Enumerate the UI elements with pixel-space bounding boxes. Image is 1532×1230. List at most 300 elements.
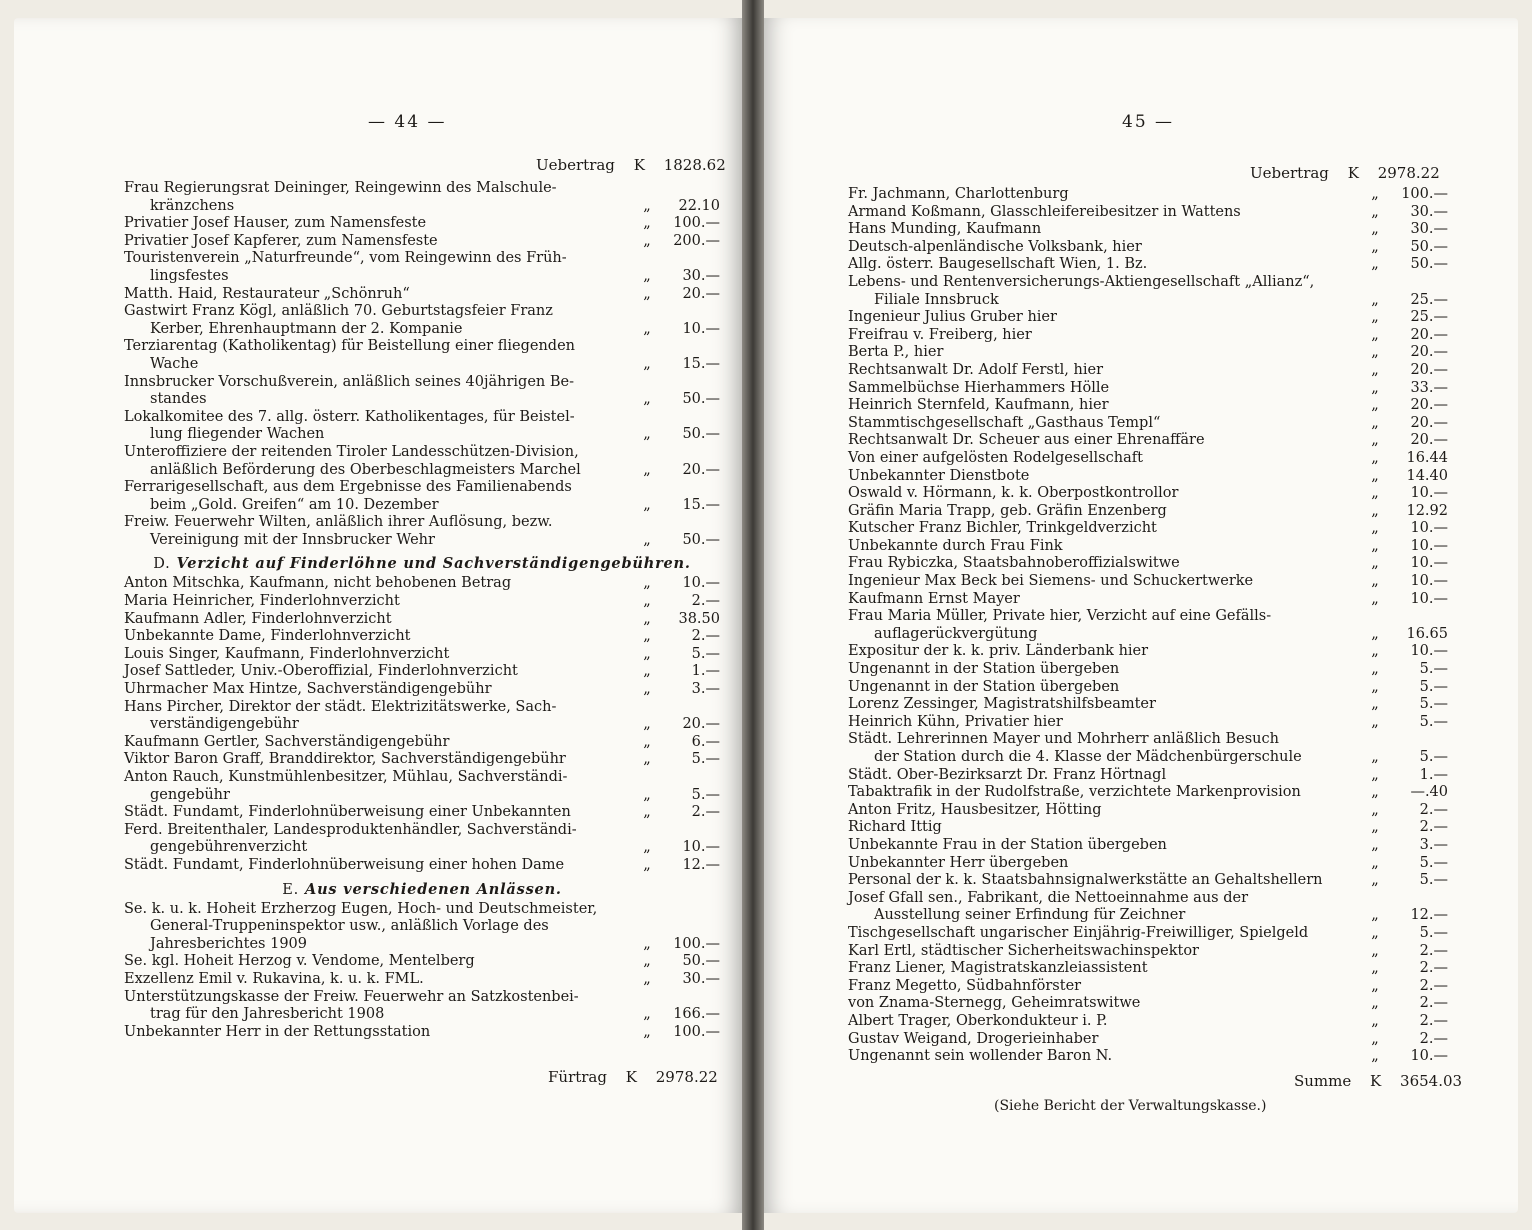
donor-text-line: Sammelbüchse Hierhammers Hölle	[848, 379, 1110, 396]
donor-text-line: Hans Munding, Kaufmann	[848, 221, 1042, 238]
donor-text-line: Unteroffiziere der reitenden Tiroler Landesschützen-Division,	[124, 443, 579, 460]
donor-description	[124, 953, 636, 971]
ditto-mark: „	[1371, 1048, 1379, 1065]
donor-text-line: Terziarentag (Katholikentag) für Beistellung einer fliegenden	[124, 338, 576, 355]
donation-amount: 50.—	[682, 391, 720, 408]
carry-over-label: Uebertrag	[536, 156, 615, 174]
ditto-mark: „	[1371, 854, 1379, 871]
donor-description	[124, 374, 636, 409]
ditto-mark: „	[1371, 186, 1379, 202]
donation-amount: 14.40	[1406, 467, 1448, 484]
ditto-mark: „	[1371, 749, 1379, 765]
donation-entry	[848, 978, 1448, 996]
donation-entry	[124, 593, 720, 611]
donor-description	[848, 468, 1364, 486]
ditto-mark: „	[1371, 819, 1379, 836]
ditto-mark: „	[643, 267, 651, 284]
donor-text-line: Anton Rauch, Kunstmühlenbesitzer, Mühlau, Sachverständi-	[124, 769, 568, 785]
donor-text-line: Matth. Haid, Restaurateur „Schönruh“	[124, 285, 410, 302]
ditto-mark: „	[643, 496, 651, 513]
ditto-mark: „	[643, 285, 651, 302]
donation-amount: 100.—	[673, 935, 720, 952]
section-title: Verzicht auf Finderlöhne und Sachverständigengebühren.	[176, 555, 691, 573]
donation-entry	[848, 837, 1448, 855]
ditto-mark: „	[643, 1023, 651, 1040]
currency-label: K	[1347, 164, 1359, 182]
ditto-mark: „	[643, 645, 651, 662]
donation-amount: 20.—	[1410, 361, 1448, 378]
donor-description	[848, 591, 1364, 609]
donation-entry	[124, 611, 720, 629]
donation-amount: 20.—	[682, 461, 720, 478]
donation-entry	[848, 256, 1448, 274]
donor-description	[848, 503, 1364, 521]
donation-amount: 10.—	[1410, 485, 1448, 502]
donation-amount: 2.—	[1419, 801, 1448, 818]
ditto-mark: „	[643, 215, 651, 232]
donor-text-line: Tischgesellschaft ungarischer Einjährig-Freiwilliger, Spielgeld	[848, 924, 1309, 941]
donor-text-line: Richard Ittig	[848, 819, 942, 836]
donation-amount: 38.50	[678, 610, 720, 627]
donation-entry	[124, 989, 720, 1024]
donation-entry	[848, 1031, 1448, 1049]
donor-text-line: Stammtischgesellschaft „Gasthaus Templ“	[848, 414, 1161, 431]
ditto-mark: „	[643, 953, 651, 970]
donation-amount: 10.—	[1410, 537, 1448, 554]
donation-amount: 1.—	[691, 663, 720, 680]
donor-description	[848, 714, 1364, 732]
donor-description	[848, 802, 1364, 820]
ditto-mark: „	[1371, 942, 1379, 959]
ditto-mark: „	[1371, 309, 1379, 326]
donor-description	[848, 186, 1364, 204]
currency-label: K	[1370, 1072, 1382, 1090]
donation-entry	[124, 444, 720, 479]
donor-text-line: Exzellenz Emil v. Rukavina, k. u. k. FML.	[124, 970, 424, 987]
donation-entry	[848, 714, 1448, 732]
donor-description	[848, 432, 1364, 450]
donation-amount: 5.—	[1419, 924, 1448, 941]
donor-text-line: Ungenannt in der Station übergeben	[848, 678, 1120, 695]
ditto-mark: „	[643, 531, 651, 548]
donor-text-line: anläßlich Beförderung des Oberbeschlagmeisters Marchel	[150, 461, 581, 478]
carry-forward-label: Fürtrag	[548, 1068, 607, 1086]
donor-text-line: Jahresberichtes 1909	[150, 935, 308, 952]
ditto-mark: „	[1371, 907, 1379, 924]
ditto-mark: „	[643, 461, 651, 478]
ditto-mark: „	[1371, 520, 1379, 537]
donation-amount: 50.—	[1410, 238, 1448, 255]
donor-text-line: Innsbrucker Vorschußverein, anläßlich seines 40jährigen Be-	[124, 373, 575, 390]
donor-description	[124, 286, 636, 304]
donation-amount: 5.—	[1419, 713, 1448, 730]
donation-entry	[848, 661, 1448, 679]
donation-entry	[848, 204, 1448, 222]
donor-description	[124, 699, 636, 734]
donation-entry	[848, 503, 1448, 521]
donor-description	[124, 734, 636, 752]
donation-amount: 25.—	[1410, 291, 1448, 308]
ditto-mark: „	[643, 804, 651, 821]
donor-description	[124, 646, 636, 664]
ditto-mark: „	[1371, 485, 1379, 502]
donor-description	[848, 1013, 1364, 1031]
donation-amount: 16.65	[1406, 625, 1448, 642]
ditto-mark: „	[1371, 432, 1379, 449]
ditto-mark: „	[643, 751, 651, 768]
donor-text-line: Unbekannte durch Frau Fink	[848, 537, 1063, 554]
ditto-mark: „	[1371, 449, 1379, 466]
donor-description	[124, 180, 636, 215]
section-heading-e	[124, 881, 720, 899]
donation-entry	[848, 450, 1448, 468]
ditto-mark: „	[643, 355, 651, 372]
donor-description	[124, 857, 636, 875]
donation-entry	[848, 679, 1448, 697]
donation-amount: 20.—	[1410, 397, 1448, 414]
donor-description	[124, 338, 636, 373]
donor-description	[848, 855, 1364, 873]
donation-amount: 2.—	[691, 593, 720, 610]
donor-text-line: gengebührenverzicht	[150, 839, 308, 856]
donor-description	[124, 769, 636, 804]
donation-amount: 2.—	[1419, 1012, 1448, 1029]
carry-over-amount: 1828.62	[663, 156, 726, 174]
donation-entry	[848, 327, 1448, 345]
donation-amount: 5.—	[691, 645, 720, 662]
ditto-mark: „	[1371, 766, 1379, 783]
donor-description	[848, 204, 1364, 222]
donation-amount: 20.—	[682, 285, 720, 302]
ditto-mark: „	[643, 786, 651, 803]
donor-description	[848, 1048, 1364, 1066]
donor-description	[124, 971, 636, 989]
donor-description	[848, 256, 1364, 274]
donation-amount: 5.—	[691, 751, 720, 768]
donation-amount: 10.—	[1410, 643, 1448, 660]
donor-description	[848, 344, 1364, 362]
section-heading-d	[124, 555, 720, 573]
donor-text-line: lung fliegender Wachen	[150, 426, 325, 443]
donation-amount: 3.—	[691, 681, 720, 698]
page-number-right: 45 —	[1122, 112, 1175, 132]
ditto-mark: „	[1371, 537, 1379, 554]
donation-amount: 5.—	[1419, 678, 1448, 695]
donation-entry	[848, 890, 1448, 925]
ditto-mark: „	[1371, 661, 1379, 678]
donation-amount: 20.—	[682, 716, 720, 733]
donor-text-line: Von einer aufgelösten Rodelgesellschaft	[848, 449, 1143, 466]
donation-entry	[124, 1024, 720, 1042]
donor-text-line: standes	[150, 391, 207, 408]
donation-entry	[124, 286, 720, 304]
donation-amount: 10.—	[682, 839, 720, 856]
donation-entry	[124, 971, 720, 989]
donation-amount: 33.—	[1410, 379, 1448, 396]
donation-entry	[124, 180, 720, 215]
donor-description	[848, 995, 1364, 1013]
carry-forward-amount: 2978.22	[655, 1068, 718, 1086]
ditto-mark: „	[1371, 643, 1379, 660]
donor-description	[124, 804, 636, 822]
donor-text-line: Ingenieur Max Beck bei Siemens- und Schuckertwerke	[848, 573, 1254, 590]
carry-over-amount: 2978.22	[1377, 164, 1440, 182]
donation-entry	[124, 646, 720, 664]
donation-amount: 2.—	[1419, 1030, 1448, 1047]
section-letter: D.	[153, 556, 171, 573]
donation-entry	[124, 628, 720, 646]
donor-text-line: Frau Regierungsrat Deininger, Reingewinn des Malschule-	[124, 180, 557, 196]
donor-description	[124, 250, 636, 285]
donation-amount: 5.—	[1419, 749, 1448, 765]
donation-entry	[848, 221, 1448, 239]
donor-text-line: lingsfestes	[150, 267, 229, 284]
donor-text-line: Unterstützungskasse der Freiw. Feuerwehr an Satzkostenbei-	[124, 988, 579, 1005]
donation-entry	[848, 608, 1448, 643]
donation-amount: 15.—	[682, 355, 720, 372]
donation-entry	[848, 309, 1448, 327]
ditto-mark: „	[1371, 924, 1379, 941]
donation-amount: 12.—	[1410, 907, 1448, 924]
donation-amount: 50.—	[682, 953, 720, 970]
donor-text-line: Gräfin Maria Trapp, geb. Gräfin Enzenberg	[848, 502, 1167, 519]
donation-entry	[848, 995, 1448, 1013]
donation-amount: 5.—	[691, 786, 720, 803]
donor-description	[848, 943, 1364, 961]
donor-text-line: Oswald v. Hörmann, k. k. Oberpostkontrollor	[848, 485, 1179, 502]
donor-description	[124, 901, 636, 954]
ditto-mark: „	[643, 716, 651, 733]
donation-entry	[848, 819, 1448, 837]
donor-description	[848, 608, 1364, 643]
donor-text-line: Filiale Innsbruck	[874, 291, 999, 308]
donor-text-line: Rechtsanwalt Dr. Scheuer aus einer Ehrenaffäre	[848, 432, 1205, 449]
donation-entry	[124, 751, 720, 769]
donation-amount: 30.—	[1410, 203, 1448, 220]
ditto-mark: „	[643, 935, 651, 952]
donor-text-line: Anton Mitschka, Kaufmann, nicht behobenen Betrag	[124, 575, 512, 592]
donation-amount: 5.—	[1419, 661, 1448, 678]
donor-text-line: Viktor Baron Graff, Branddirektor, Sachverständigengebühr	[124, 751, 566, 768]
donation-entry	[848, 520, 1448, 538]
ditto-mark: „	[643, 856, 651, 873]
ditto-mark: „	[1371, 1012, 1379, 1029]
ditto-mark: „	[1371, 995, 1379, 1012]
donation-entry	[124, 303, 720, 338]
donation-amount: 30.—	[682, 267, 720, 284]
donor-text-line: Wache	[150, 355, 199, 372]
donor-description	[124, 751, 636, 769]
donation-amount: 1.—	[1419, 766, 1448, 783]
donor-description	[848, 731, 1364, 766]
donation-entry	[848, 643, 1448, 661]
donation-amount: 2.—	[691, 628, 720, 645]
donor-text-line: Louis Singer, Kaufmann, Finderlohnverzicht	[124, 645, 450, 662]
left-entry-list	[124, 180, 720, 1041]
donor-text-line: Anton Fritz, Hausbesitzer, Hötting	[848, 801, 1102, 818]
donation-entry	[848, 767, 1448, 785]
donor-description	[848, 925, 1364, 943]
donation-amount: 3.—	[1419, 836, 1448, 853]
donation-entry	[848, 274, 1448, 309]
donor-text-line: Franz Megetto, Südbahnförster	[848, 977, 1082, 994]
donation-entry	[124, 734, 720, 752]
donor-text-line: Städt. Ober-Bezirksarzt Dr. Franz Hörtnagl	[848, 766, 1167, 783]
donor-text-line: Unbekannter Herr übergeben	[848, 854, 1069, 871]
donor-description	[848, 679, 1364, 697]
ditto-mark: „	[643, 610, 651, 627]
donor-description	[848, 661, 1364, 679]
donor-text-line: Unbekannter Herr in der Rettungsstation	[124, 1023, 431, 1040]
donor-description	[124, 514, 636, 549]
donation-amount: 12.92	[1406, 502, 1448, 519]
donor-text-line: Kutscher Franz Bichler, Trinkgeldverzicht	[848, 520, 1157, 537]
donor-text-line: Frau Maria Müller, Private hier, Verzicht auf eine Gefälls-	[848, 608, 1272, 625]
donation-entry	[124, 857, 720, 875]
donor-text-line: Ingenieur Julius Gruber hier	[848, 309, 1057, 326]
ditto-mark: „	[1371, 502, 1379, 519]
ditto-mark: „	[1371, 467, 1379, 484]
donation-amount: 15.—	[682, 496, 720, 513]
donation-entry	[848, 538, 1448, 556]
donation-amount: 20.—	[1410, 414, 1448, 431]
donor-text-line: Personal der k. k. Staatsbahnsignalwerkstätte an Gehaltshellern	[848, 872, 1323, 889]
ditto-mark: „	[643, 575, 651, 592]
donation-entry	[848, 555, 1448, 573]
donation-entry	[124, 250, 720, 285]
donor-description	[848, 327, 1364, 345]
donation-entry	[848, 925, 1448, 943]
donation-amount: 30.—	[682, 970, 720, 987]
ditto-mark: „	[643, 593, 651, 610]
ditto-mark: „	[1371, 256, 1379, 273]
ditto-mark: „	[643, 320, 651, 337]
ditto-mark: „	[1371, 836, 1379, 853]
donation-group-right	[848, 186, 1448, 1066]
donation-amount: 10.—	[1410, 520, 1448, 537]
ditto-mark: „	[1371, 203, 1379, 220]
donor-text-line: Freifrau v. Freiberg, hier	[848, 326, 1032, 343]
donation-entry	[848, 960, 1448, 978]
donation-entry	[848, 186, 1448, 204]
donor-text-line: Allg. österr. Baugesellschaft Wien, 1. Bz.	[848, 256, 1148, 273]
donation-entry	[848, 855, 1448, 873]
donor-text-line: auflagerückvergütung	[874, 625, 1038, 642]
donor-text-line: Lokalkomitee des 7. allg. österr. Katholikentages, für Beistel-	[124, 408, 575, 425]
donor-description	[124, 663, 636, 681]
donor-description	[848, 1031, 1364, 1049]
page-number-left: — 44 —	[368, 112, 447, 132]
ditto-mark: „	[1371, 1030, 1379, 1047]
ditto-mark: „	[1371, 696, 1379, 713]
donation-amount: 166.—	[673, 1006, 720, 1023]
sum-amount: 3654.03	[1400, 1072, 1463, 1090]
carry-over-right	[1250, 164, 1440, 182]
donor-text-line: Uhrmacher Max Hintze, Sachverständigengebühr	[124, 681, 492, 698]
donor-text-line: Ungenannt in der Station übergeben	[848, 661, 1120, 678]
donation-entry	[848, 573, 1448, 591]
donor-text-line: Heinrich Sternfeld, Kaufmann, hier	[848, 397, 1109, 414]
donor-description	[848, 485, 1364, 503]
donation-entry	[124, 409, 720, 444]
donation-entry	[848, 696, 1448, 714]
donor-text-line: Kerber, Ehrenhauptmann der 2. Kompanie	[150, 320, 463, 337]
ditto-mark: „	[1371, 872, 1379, 889]
donation-amount: 10.—	[1410, 573, 1448, 590]
donor-description	[848, 450, 1364, 468]
ditto-mark: „	[1371, 326, 1379, 343]
donor-description	[848, 767, 1364, 785]
donation-amount: 10.—	[1410, 555, 1448, 572]
book-gutter	[742, 0, 764, 1230]
donor-text-line: Rechtsanwalt Dr. Adolf Ferstl, hier	[848, 361, 1104, 378]
donor-text-line: Maria Heinricher, Finderlohnverzicht	[124, 593, 400, 610]
donor-text-line: beim „Gold. Greifen“ am 10. Dezember	[150, 496, 439, 513]
donation-entry	[124, 769, 720, 804]
donor-description	[848, 415, 1364, 433]
donation-entry	[124, 233, 720, 251]
donation-entry	[124, 699, 720, 734]
donor-text-line: trag für den Jahresbericht 1908	[150, 1006, 385, 1023]
donation-entry	[848, 731, 1448, 766]
donor-text-line: Josef Gfall sen., Fabrikant, die Nettoeinnahme aus der	[848, 889, 1249, 906]
donor-description	[848, 555, 1364, 573]
donation-entry	[124, 804, 720, 822]
donation-amount: 20.—	[1410, 326, 1448, 343]
donation-entry	[124, 901, 720, 954]
donor-description	[848, 309, 1364, 327]
donor-text-line: Josef Sattleder, Univ.-Oberoffizial, Finderlohnverzicht	[124, 663, 518, 680]
donation-amount: 20.—	[1410, 344, 1448, 361]
donation-entry	[848, 239, 1448, 257]
ditto-mark: „	[1371, 414, 1379, 431]
donor-description	[124, 409, 636, 444]
donation-amount: 12.—	[682, 856, 720, 873]
donor-description	[124, 575, 636, 593]
carry-over-label: Uebertrag	[1250, 164, 1329, 182]
donor-description	[124, 303, 636, 338]
donation-amount: 5.—	[1419, 854, 1448, 871]
donation-amount: 2.—	[1419, 977, 1448, 994]
donor-text-line: Hans Pircher, Direktor der städt. Elektrizitätswerke, Sach-	[124, 698, 557, 715]
section-letter: E.	[282, 881, 300, 898]
donation-entry	[848, 362, 1448, 380]
donor-description	[124, 1024, 636, 1042]
ditto-mark: „	[1371, 291, 1379, 308]
donor-text-line: Kaufmann Gertler, Sachverständigengebühr	[124, 733, 450, 750]
donor-text-line: Ferrarigesellschaft, aus dem Ergebnisse des Familienabends	[124, 479, 572, 496]
donor-text-line: kränzchens	[150, 197, 235, 214]
donor-text-line: Deutsch-alpenländische Volksbank, hier	[848, 238, 1142, 255]
donor-description	[848, 380, 1364, 398]
donor-text-line: Unbekannte Dame, Finderlohnverzicht	[124, 628, 411, 645]
donation-amount: 200.—	[673, 232, 720, 249]
donation-amount: 30.—	[1410, 221, 1448, 238]
donor-text-line: Albert Trager, Oberkondukteur i. P.	[848, 1012, 1108, 1029]
ditto-mark: „	[1371, 238, 1379, 255]
donor-text-line: Berta P., hier	[848, 344, 944, 361]
donation-entry	[124, 479, 720, 514]
donor-text-line: Freiw. Feuerwehr Wilten, anläßlich ihrer Auflösung, bezw.	[124, 514, 553, 531]
donor-text-line: Karl Ertl, städtischer Sicherheitswachinspektor	[848, 942, 1199, 959]
donor-description	[848, 784, 1364, 802]
donation-amount: 6.—	[691, 733, 720, 750]
donation-entry	[848, 397, 1448, 415]
donation-amount: 2.—	[1419, 942, 1448, 959]
ditto-mark: „	[643, 663, 651, 680]
donation-amount: 5.—	[1419, 696, 1448, 713]
donor-description	[124, 479, 636, 514]
